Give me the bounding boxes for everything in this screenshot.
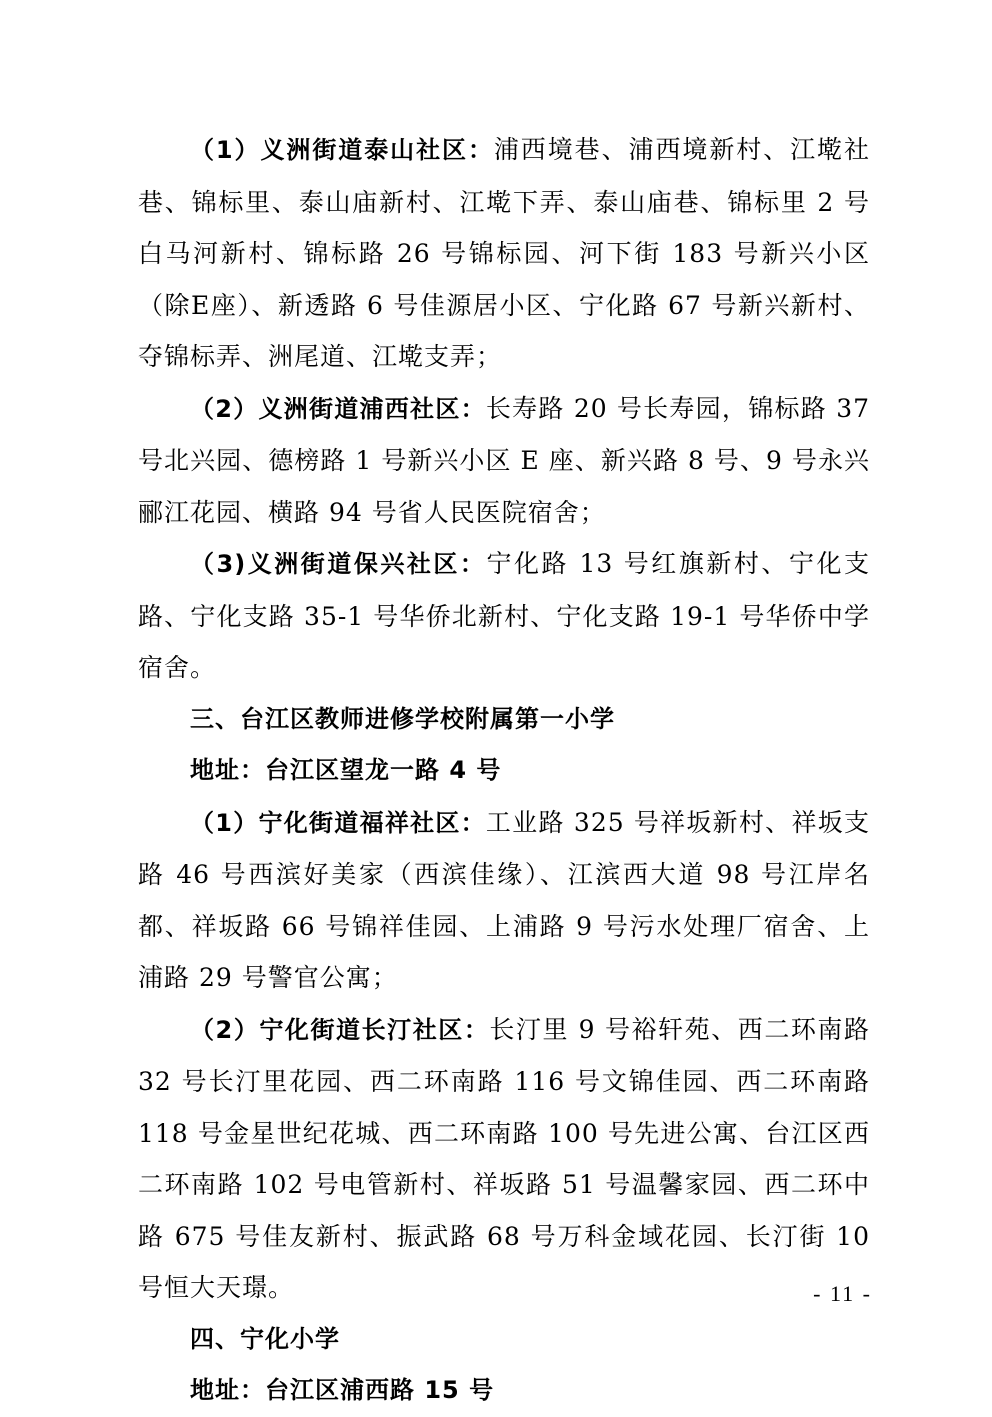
paragraph-label: （2）义洲街道浦西社区：: [190, 394, 486, 423]
paragraph-label: （1）宁化街道福祥社区：: [190, 808, 486, 837]
paragraph-text: 工业路 325 号祥坂新村、祥坂支路 46 号西滨好美家（西滨佳缘）、江滨西大道 98 号江岸名都、祥坂路 66 号锦祥佳园、上浦路 9 号污水处理厂宿舍、上浦路 29 号警官公寓；: [138, 807, 870, 992]
paragraph-taishan-community: [138, 124, 870, 383]
paragraph-baoxing-community: [138, 538, 870, 694]
paragraph-text: 长寿路 20 号长寿园，锦标路 37 号北兴园、德榜路 1 号新兴小区 E 座、新兴路 8 号、9 号永兴郦江花园、横路 94 号省人民医院宿舍；: [138, 393, 871, 527]
paragraph-changting-community: [138, 1004, 870, 1314]
paragraph-label: （2）宁化街道长汀社区：: [190, 1015, 490, 1044]
school-address-3: 地址：台江区望龙一路 4 号: [190, 756, 502, 784]
page-number: - 11 -: [813, 1281, 872, 1306]
paragraph-text: 长汀里 9 号裕轩苑、西二环南路 32 号长汀里花园、西二环南路 116 号文锦佳园、西二环南路 118 号金星世纪花城、西二环南路 100 号先进公寓、台江区西二环南路 102 号电管新村、祥坂路 51 号温馨家园、西二环中路 675 号佳友新村、振武路 68 号万科金域花园、长汀街 10 号恒大天璟。: [138, 1014, 870, 1302]
section-heading-school-4: 四、宁化小学: [190, 1324, 340, 1353]
paragraph-label: （3)义洲街道保兴社区：: [190, 550, 487, 578]
paragraph-label: （1）义洲街道泰山社区：: [190, 136, 494, 164]
paragraph-puxi-community: [138, 383, 870, 539]
paragraph-text: 浦西境巷、浦西境新村、江墘社巷、锦标里、泰山庙新村、江墘下弄、泰山庙巷、锦标里 2 号白马河新村、锦标路 26 号锦标园、河下街 183 号新兴小区（除E座）、新透路 6 号佳源居小区、宁化路 67 号新兴新村、夺锦标弄、洲尾道、江墘支弄；: [138, 135, 870, 371]
paragraph-fuxiang-community: [138, 797, 870, 1004]
document-body: [138, 124, 870, 1417]
section-heading-school-3: 三、台江区教师进修学校附属第一小学: [190, 704, 615, 733]
paragraph-text: 宁化路 13 号红旗新村、宁化支路、宁化支路 35-1 号华侨北新村、宁化支路 19-1 号华侨中学宿舍。: [138, 549, 870, 682]
school-address-4: 地址：台江区浦西路 15 号: [190, 1376, 495, 1404]
